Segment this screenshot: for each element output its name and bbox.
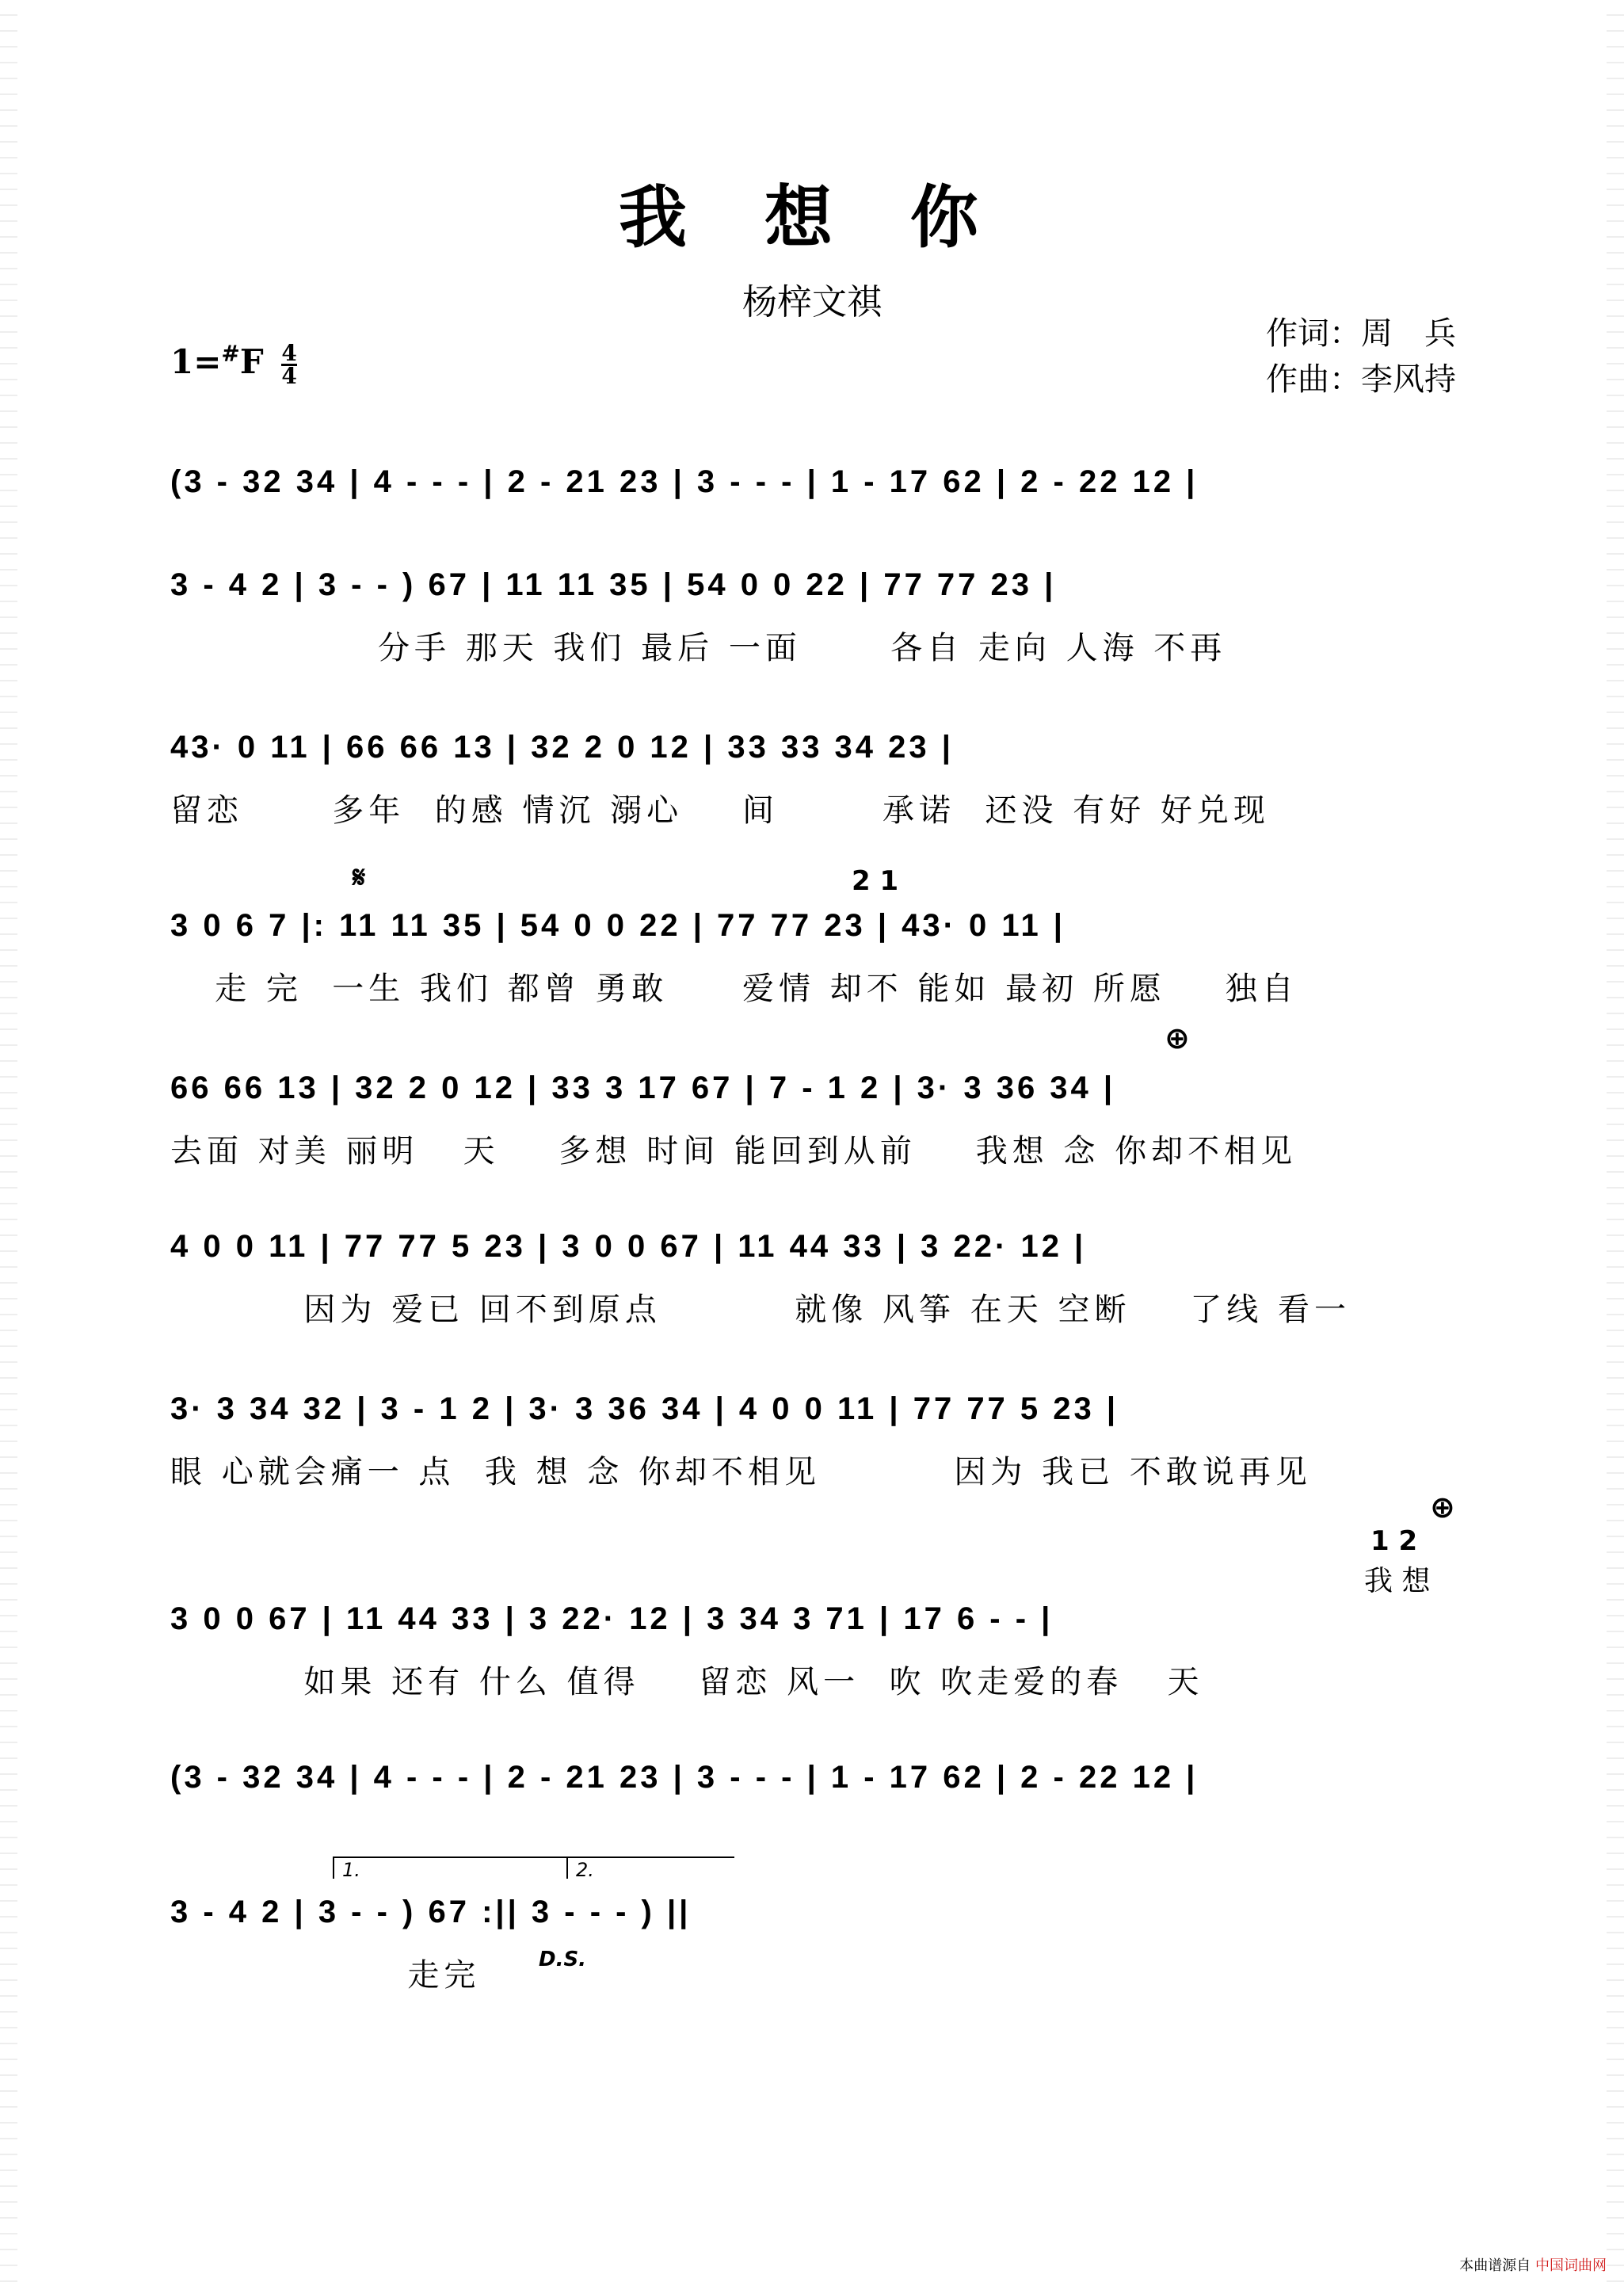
lyrics: 因为 爱已 回不到原点 就像 风筝 在天 空断 了线 看一	[170, 1292, 1351, 1328]
score-line-9	[170, 1755, 1470, 1855]
key-signature	[170, 341, 297, 387]
key-prefix: 1=	[170, 342, 222, 381]
ds-mark: D.S.	[539, 1948, 587, 1971]
lyrics: 如果 还有 什么 值得 留恋 风一 吹 吹走爱的春 天	[170, 1664, 1204, 1700]
notes: 3 - 4 2 | 3 - - ) 67 :|| 3 - - - ) ||	[170, 1894, 692, 1929]
score-line-10	[170, 1890, 1470, 1994]
notes: 3· 3 34 32 | 3 - 1 2 | 3· 3 36 34 | 4 0 0 11 | 77 77 5 23 |	[170, 1391, 1119, 1426]
lyrics	[170, 1815, 1470, 1855]
left-margin-strip	[0, 0, 17, 2282]
lyrics: 走 完 一生 我们 都曾 勇敢 爱情 却不 能如 最初 所愿 独自	[170, 971, 1298, 1007]
credits	[1266, 311, 1456, 403]
right-margin-strip	[1607, 0, 1624, 2282]
score-line-8	[170, 1597, 1470, 1700]
score-line-4	[170, 903, 1470, 1007]
composer: 作曲：李风持	[1266, 361, 1456, 398]
sharp-sign: #	[221, 341, 240, 367]
coda-lyrics: 我 想	[1364, 1565, 1431, 1597]
lyrics: 分手 那天 我们 最后 一面 各自 走向 人海 不再	[170, 630, 1227, 666]
notes: 3 - 4 2 | 3 - - ) 67 | 11 11 35 | 54 0 0 22 | 77 77 23 |	[170, 567, 1057, 602]
footer-site: 中国词曲网	[1535, 2257, 1607, 2274]
score-line-3	[170, 725, 1470, 829]
key-note: F	[239, 342, 264, 381]
coda-notes: 1 2	[1370, 1525, 1418, 1557]
lyrics: 走完	[170, 1957, 481, 1994]
lyrics: 眼 心就会痛一 点 我 想 念 你却不相见 因为 我已 不敢说再见	[170, 1454, 1312, 1490]
footer	[1459, 2254, 1607, 2275]
lyrics	[170, 520, 1470, 559]
time-signature	[281, 339, 297, 389]
performer: 杨梓文祺	[742, 282, 882, 322]
volta-second: 2.	[566, 1857, 734, 1879]
notes: 43· 0 11 | 66 66 13 | 32 2 0 12 | 33 33 34 23 |	[170, 729, 954, 765]
notes: (3 - 32 34 | 4 - - - | 2 - 21 23 | 3 - - - | 1 - 17 62 | 2 - 22 12 |	[170, 1759, 1199, 1795]
lyrics: 留恋 多年 的感 情沉 溺心 间 承诺 还没 有好 好兑现	[170, 792, 1270, 829]
score-line-5	[170, 1066, 1470, 1170]
score-line-2	[170, 563, 1470, 666]
time-bottom: 4	[281, 362, 297, 389]
notes: 3 0 6 7 |: 11 11 35 | 54 0 0 22 | 77 77 23 | 43· 0 11 |	[170, 907, 1066, 943]
volta-first: 1.	[333, 1857, 568, 1879]
lyricist: 作词：周 兵	[1266, 315, 1456, 352]
notes: 4 0 0 11 | 77 77 5 23 | 3 0 0 67 | 11 44 33 | 3 22· 12 |	[170, 1228, 1087, 1264]
song-title: 我 想 你	[619, 177, 1005, 258]
notes: 3 0 0 67 | 11 44 33 | 3 22· 12 | 3 34 3 71 | 17 6 - - |	[170, 1601, 1054, 1636]
score-line-7	[170, 1387, 1470, 1490]
lyrics: 去面 对美 丽明 天 多想 时间 能回到从前 我想 念 你却不相见	[170, 1133, 1298, 1170]
score-line-1	[170, 460, 1470, 559]
coda-mark-2: ⊕	[1430, 1490, 1455, 1525]
segno-mark: 𝄋	[353, 860, 366, 895]
notes: (3 - 32 34 | 4 - - - | 2 - 21 23 | 3 - - - | 1 - 17 62 | 2 - 22 12 |	[170, 464, 1199, 499]
footer-source: 本曲谱源自	[1459, 2257, 1531, 2274]
score-line-6	[170, 1224, 1470, 1328]
coda-mark-1: ⊕	[1165, 1021, 1190, 1055]
alternate-notes: 2 1	[852, 865, 899, 897]
time-top: 4	[281, 339, 297, 366]
notes: 66 66 13 | 32 2 0 12 | 33 3 17 67 | 7 - 1 2 | 3· 3 36 34 |	[170, 1070, 1116, 1105]
